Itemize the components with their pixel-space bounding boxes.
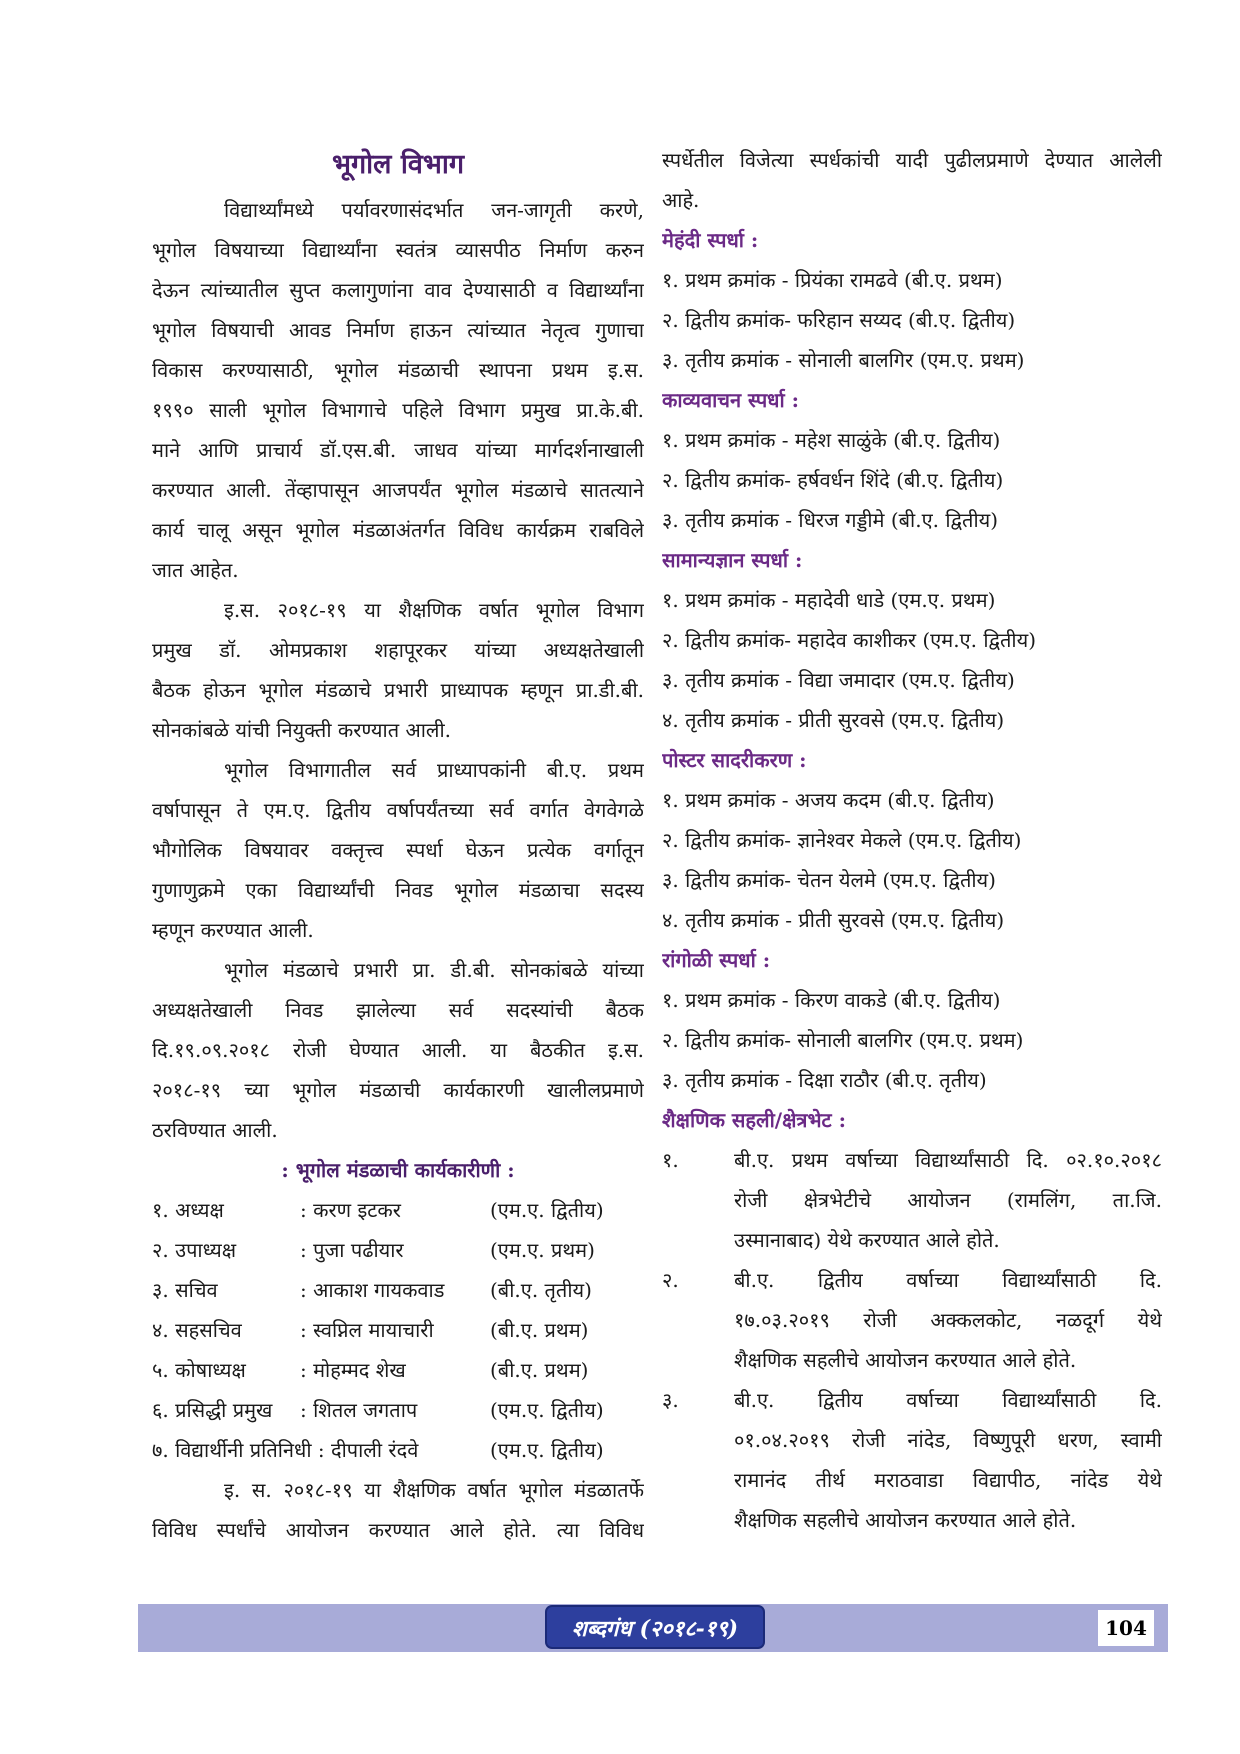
text-line: आहे. (662, 188, 700, 212)
tour-item (662, 1380, 1162, 1540)
tour-number: ३. (662, 1388, 679, 1412)
left-column (152, 140, 644, 1550)
winner-line: ३. तृतीय क्रमांक - दिक्षा राठौर (बी.ए. तृतीय) (662, 1068, 987, 1092)
section-heading: पोस्टर सादरीकरण : (662, 748, 807, 772)
committee-title: : भूगोल मंडळाची कार्यकारीणी : (281, 1158, 515, 1182)
section-heading: काव्यवाचन स्पर्धा : (662, 388, 800, 412)
text-line: भूगोल विषयाची आवड निर्माण हाऊन त्यांच्यात नेतृत्व गुणाचा (152, 318, 644, 342)
tour-text: बी.ए. द्वितीय वर्षाच्या विद्यार्थ्यांसाठी दि. (734, 1388, 1162, 1412)
tour-number: २. (662, 1268, 679, 1292)
tour-text: ०१.०४.२०१९ रोजी नांदेड, विष्णुपूरी धरण, स्वामी (734, 1428, 1162, 1452)
section-heading: मेहंदी स्पर्धा : (662, 228, 759, 252)
committee-row (152, 1230, 644, 1270)
competition-general-knowledge (662, 540, 1162, 740)
text-line: दि.१९.०९.२०१८ रोजी घेण्यात आली. या बैठकीत इ.स. (152, 1038, 644, 1062)
footer-title: शब्दगंध (२०१८-१९) (545, 1605, 765, 1649)
text-line: वर्षापासून ते एम.ए. द्वितीय वर्षापर्यंतच्या सर्व वर्गात वेगवेगळे (152, 798, 644, 822)
committee-name: : शितल जगताप (300, 1398, 418, 1422)
committee-class: (बी.ए. तृतीय) (490, 1278, 592, 1302)
committee-name: : स्वप्निल मायाचारी (300, 1318, 434, 1342)
text-line: माने आणि प्राचार्य डॉ.एस.बी. जाधव यांच्या मार्गदर्शनाखाली (152, 438, 644, 462)
text-line: भूगोल मंडळाचे प्रभारी प्रा. डी.बी. सोनकांबळे यांच्या (224, 958, 644, 982)
winner-line: १. प्रथम क्रमांक - महेश साळुंके (बी.ए. द्वितीय) (662, 428, 1001, 452)
committee-role: ४. सहसचिव (152, 1318, 242, 1342)
tour-text: शैक्षणिक सहलीचे आयोजन करण्यात आले होते. (734, 1348, 1077, 1372)
winner-line: १. प्रथम क्रमांक - महादेवी धाडे (एम.ए. प्रथम) (662, 588, 996, 612)
section-heading: सामान्यज्ञान स्पर्धा : (662, 548, 803, 572)
text-line: १९९० साली भूगोल विभागाचे पहिले विभाग प्रमुख प्रा.के.बी. (152, 398, 644, 422)
page-title: भूगोल विभाग (331, 149, 465, 180)
competition-poster (662, 740, 1162, 940)
committee-role: १. अध्यक्ष (152, 1198, 224, 1222)
committee-role: २. उपाध्यक्ष (152, 1238, 237, 1262)
text-line: भूगोल विषयाच्या विद्यार्थ्यांना स्वतंत्र व्यासपीठ निर्माण करुन (152, 238, 644, 262)
committee-row (152, 1190, 644, 1230)
text-line: स्पर्धेतील विजेत्या स्पर्धकांची यादी पुढीलप्रमाणे देण्यात आलेली (662, 148, 1162, 172)
page-number: 104 (1098, 1610, 1154, 1646)
competition-mehndi (662, 220, 1162, 380)
text-line: म्हणून करण्यात आली. (152, 918, 314, 942)
committee-row (152, 1390, 644, 1430)
text-line: २०१८-१९ च्या भूगोल मंडळाची कार्यकारणी खालीलप्रमाणे (152, 1078, 644, 1102)
committee-name: : मोहम्मद शेख (300, 1358, 406, 1382)
tour-text: १७.०३.२०१९ रोजी अक्कलकोट, नळदूर्ग येथे (734, 1308, 1162, 1332)
winner-line: १. प्रथम क्रमांक - अजय कदम (बी.ए. द्वितीय) (662, 788, 995, 812)
section-heading: शैक्षणिक सहली/क्षेत्रभेट : (662, 1108, 846, 1132)
paragraph-founding (152, 190, 644, 590)
text-line: विकास करण्यासाठी, भूगोल मंडळाची स्थापना प्रथम इ.स. (152, 358, 644, 382)
winner-line: १. प्रथम क्रमांक - प्रियंका रामढवे (बी.ए. प्रथम) (662, 268, 1003, 292)
tour-item (662, 1260, 1162, 1380)
educational-tours (662, 1100, 1162, 1540)
committee-class: (बी.ए. प्रथम) (490, 1358, 589, 1382)
committee-class: (एम.ए. द्वितीय) (490, 1198, 604, 1222)
text-line: भौगोलिक विषयावर वक्तृत्त्व स्पर्धा घेऊन प्रत्येक वर्गातून (152, 838, 644, 862)
committee-row (152, 1310, 644, 1350)
text-line: ठरविण्यात आली. (152, 1118, 278, 1142)
text-line: विद्यार्थ्यांमध्ये पर्यावरणासंदर्भात जन-जागृती करणे, (224, 198, 644, 222)
winner-line: २. द्वितीय क्रमांक- ज्ञानेश्वर मेकले (एम.ए. द्वितीय) (662, 828, 1022, 852)
tour-text: बी.ए. द्वितीय वर्षाच्या विद्यार्थ्यांसाठी दि. (734, 1268, 1162, 1292)
committee-class: (एम.ए. प्रथम) (490, 1238, 595, 1262)
text-line: अध्यक्षतेखाली निवड झालेल्या सर्व सदस्यांची बैठक (152, 998, 644, 1022)
committee-class: (एम.ए. द्वितीय) (490, 1438, 604, 1462)
winner-line: २. द्वितीय क्रमांक- सोनाली बालगिर (एम.ए. प्रथम) (662, 1028, 1024, 1052)
tour-item (662, 1140, 1162, 1260)
winner-line: २. द्वितीय क्रमांक- हर्षवर्धन शिंदे (बी.ए. द्वितीय) (662, 468, 1004, 492)
winner-line: ४. तृतीय क्रमांक - प्रीती सुरवसे (एम.ए. द्वितीय) (662, 708, 1005, 732)
committee-role: ३. सचिव (152, 1278, 218, 1302)
committee-name: : करण इटकर (300, 1198, 401, 1222)
tour-number: १. (662, 1148, 679, 1172)
text-line: भूगोल विभागातील सर्व प्राध्यापकांनी बी.ए. प्रथम (224, 758, 644, 782)
text-line: विविध स्पर्धांचे आयोजन करण्यात आले होते. त्या विविध (152, 1518, 644, 1542)
committee-row (152, 1430, 644, 1470)
tour-first-line (662, 1380, 1162, 1420)
committee-role: ५. कोषाध्यक्ष (152, 1358, 246, 1382)
right-column (662, 140, 1162, 1540)
winner-line: १. प्रथम क्रमांक - किरण वाकडे (बी.ए. द्वितीय) (662, 988, 1001, 1012)
competition-rangoli (662, 940, 1162, 1100)
text-line: सोनकांबळे यांची नियुक्ती करण्यात आली. (152, 718, 451, 742)
section-heading: रांगोळी स्पर्धा : (662, 948, 771, 972)
tour-first-line (662, 1260, 1162, 1300)
competition-poetry (662, 380, 1162, 540)
committee-name: : पुजा पढीयार (300, 1238, 404, 1262)
tour-text: बी.ए. प्रथम वर्षाच्या विद्यार्थ्यांसाठी दि. ०२.१०.२०१८ (734, 1148, 1162, 1172)
text-line: बैठक होऊन भूगोल मंडळाचे प्रभारी प्राध्यापक म्हणून प्रा.डी.बी. (152, 678, 644, 702)
text-line: देऊन त्यांच्यातील सुप्त कलागुणांना वाव देण्यासाठी व विद्यार्थ्यांना (152, 278, 644, 302)
paragraph-committee-meeting (152, 950, 644, 1150)
tour-text: शैक्षणिक सहलीचे आयोजन करण्यात आले होते. (734, 1508, 1077, 1532)
paragraph-selection (152, 750, 644, 950)
committee-row (152, 1350, 644, 1390)
committee-role-name: ७. विद्यार्थीनी प्रतिनिधी : दीपाली रंदवे (152, 1438, 419, 1462)
text-line: प्रमुख डॉ. ओमप्रकाश शहापूरकर यांच्या अध्यक्षतेखाली (152, 638, 644, 662)
tour-text: रोजी क्षेत्रभेटीचे आयोजन (रामलिंग, ता.जि. (734, 1188, 1162, 1212)
paragraph-competitions (152, 1470, 644, 1550)
text-line: करण्यात आली. तेंव्हापासून आजपर्यंत भूगोल मंडळाचे सातत्याने (152, 478, 644, 502)
winner-line: ३. द्वितीय क्रमांक- चेतन येलमे (एम.ए. द्वितीय) (662, 868, 996, 892)
winner-line: २. द्वितीय क्रमांक- फरिहान सय्यद (बी.ए. द्वितीय) (662, 308, 1016, 332)
committee-table (152, 1190, 644, 1470)
tour-first-line (662, 1140, 1162, 1180)
text-line: जात आहेत. (152, 558, 239, 582)
winner-line: ३. तृतीय क्रमांक - धिरज गड्डीमे (बी.ए. द्वितीय) (662, 508, 999, 532)
committee-row (152, 1270, 644, 1310)
committee-class: (एम.ए. द्वितीय) (490, 1398, 604, 1422)
committee-role: ६. प्रसिद्धी प्रमुख (152, 1398, 273, 1422)
paragraph-meeting (152, 590, 644, 750)
text-line: इ.स. २०१८-१९ या शैक्षणिक वर्षात भूगोल विभाग (224, 598, 644, 622)
tour-text: उस्मानाबाद) येथे करण्यात आले होते. (734, 1228, 1000, 1252)
committee-class: (बी.ए. प्रथम) (490, 1318, 589, 1342)
winner-line: ४. तृतीय क्रमांक - प्रीती सुरवसे (एम.ए. द्वितीय) (662, 908, 1005, 932)
winner-line: ३. तृतीय क्रमांक - सोनाली बालगिर (एम.ए. प्रथम) (662, 348, 1025, 372)
winner-line: २. द्वितीय क्रमांक- महादेव काशीकर (एम.ए. द्वितीय) (662, 628, 1036, 652)
tour-text: रामानंद तीर्थ मराठवाडा विद्यापीठ, नांदेड येथे (734, 1468, 1162, 1492)
committee-name: : आकाश गायकवाड (300, 1278, 445, 1302)
text-line: कार्य चालू असून भूगोल मंडळाअंतर्गत विविध कार्यक्रम राबविले (152, 518, 644, 542)
text-line: गुणाणुक्रमे एका विद्यार्थ्यांची निवड भूगोल मंडळाचा सदस्य (152, 878, 644, 902)
winner-line: ३. तृतीय क्रमांक - विद्या जमादार (एम.ए. द्वितीय) (662, 668, 1015, 692)
text-line: इ. स. २०१८-१९ या शैक्षणिक वर्षात भूगोल मंडळातर्फे (224, 1478, 644, 1502)
